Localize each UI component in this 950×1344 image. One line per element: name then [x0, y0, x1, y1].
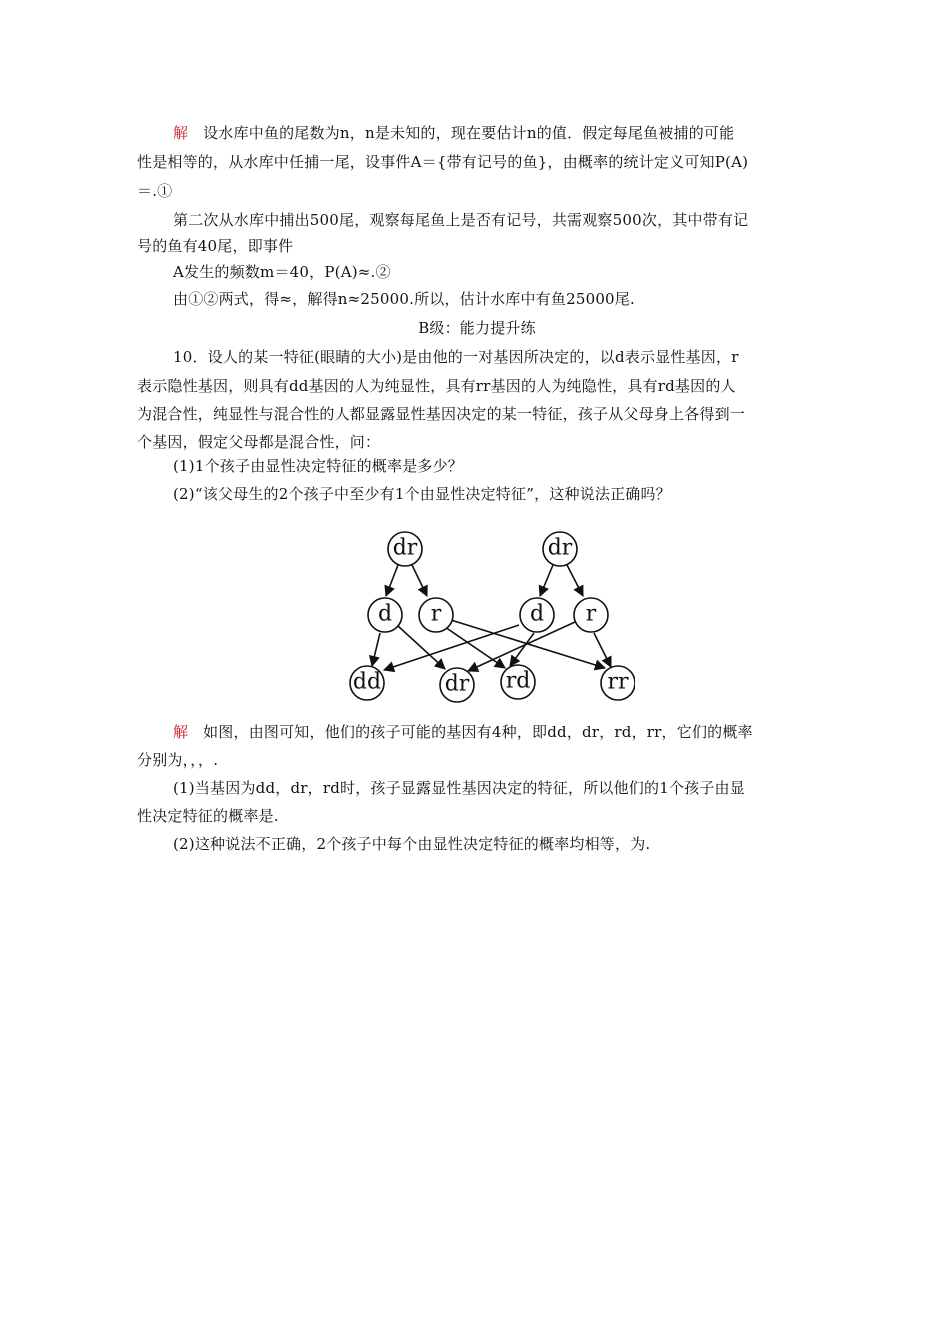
answer-line-4: 性决定特征的概率是.	[137, 807, 279, 825]
gene-label: r	[585, 601, 597, 627]
answer-line-3: (1)当基因为dd，dr，rd时，孩子显露显性基因决定的特征，所以他们的1个孩子由显	[173, 779, 745, 797]
solution-label: 解	[173, 723, 189, 741]
child-label: rr	[607, 669, 629, 695]
gene-label: d	[377, 601, 393, 627]
arrow	[372, 633, 380, 666]
problem-line-1: 10．设人的某一特征(眼睛的大小)是由他的一对基因所决定的，以d表示显性基因，r	[173, 348, 739, 366]
arrow	[468, 622, 575, 671]
child-label: dr	[444, 671, 470, 697]
arrow	[567, 565, 583, 596]
solution-line-7: 由①②两式，得≈，解得n≈25000.所以，估计水库中有鱼25000尾.	[173, 290, 635, 308]
section-title: B级：能力提升练	[418, 319, 536, 337]
parent-label: dr	[392, 535, 418, 561]
problem-line-2: 表示隐性基因，则具有dd基因的人为纯显性，具有rr基因的人为纯隐性，具有rd基因的人	[137, 377, 736, 395]
text: 设水库中鱼的尾数为n，n是未知的，现在要估计n的值．假定每尾鱼被捕的可能	[203, 124, 735, 142]
solution-line-6: A发生的频数m＝40，P(A)≈.②	[173, 263, 391, 281]
gene-diagram	[335, 518, 635, 710]
text: 如图，由图可知，他们的孩子可能的基因有4种，即dd，dr，rd，rr，它们的概率	[203, 723, 753, 741]
answer-line-1	[173, 722, 817, 742]
answer-line-5: (2)这种说法不正确，2个孩子中每个由显性决定特征的概率均相等，为.	[173, 835, 651, 853]
solution-line-5: 号的鱼有40尾，即事件	[137, 237, 294, 255]
gene-label: r	[430, 601, 442, 627]
arrow	[386, 565, 398, 596]
child-label: dd	[352, 669, 382, 695]
question-2: (2)“该父母生的2个孩子中至少有1个由显性决定特征”，这种说法正确吗？	[173, 485, 671, 503]
gene-label: d	[529, 601, 545, 627]
solution-line-3: ＝.①	[137, 182, 173, 200]
parent-label: dr	[547, 535, 573, 561]
solution-label: 解	[173, 124, 189, 142]
solution-line-1	[173, 123, 817, 143]
solution-line-2: 性是相等的，从水库中任捕一尾，设事件A＝{带有记号的鱼}，由概率的统计定义可知P(A)	[137, 153, 749, 171]
arrow	[594, 633, 611, 667]
problem-line-3: 为混合性，纯显性与混合性的人都显露显性基因决定的某一特征，孩子从父母身上各得到一	[137, 405, 746, 423]
arrow	[412, 565, 427, 596]
question-1: (1)1个孩子由显性决定特征的概率是多少？	[173, 457, 463, 475]
arrow	[540, 565, 553, 596]
solution-line-4: 第二次从水库中捕出500尾，观察每尾鱼上是否有记号，共需观察500次，其中带有记	[173, 211, 749, 229]
child-label: rd	[505, 668, 531, 694]
problem-line-4: 个基因，假定父母都是混合性，问：	[137, 433, 381, 451]
answer-line-2: 分别为，，，.	[137, 751, 219, 769]
